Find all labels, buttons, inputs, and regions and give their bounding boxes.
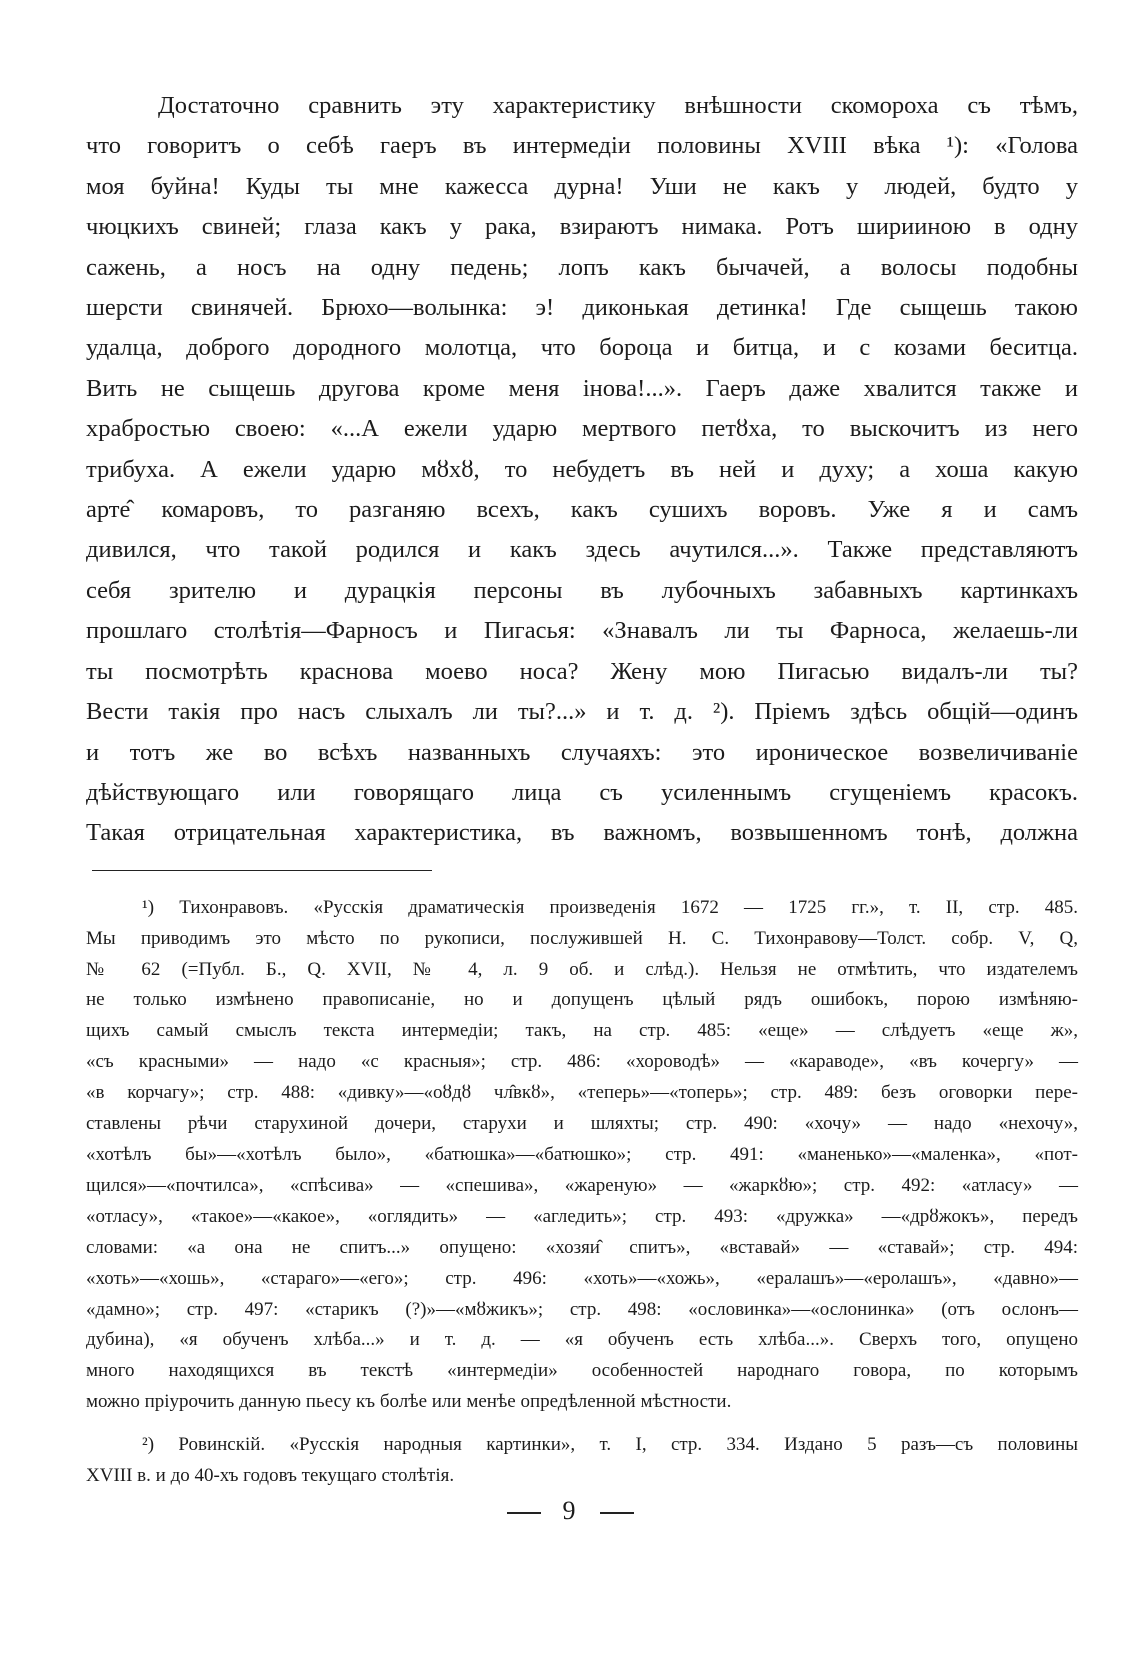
main-line: что говоритъ о себѣ гаеръ въ интермедіи половины XVIII вѣка ¹): «Голова xyxy=(86,132,1078,160)
footnote-line: «дамно»; стр. 497: «старикъ (?)»—«мȣжикъ»; стр. 498: «ословинка»—«ослонинка» (отъ ослонъ— xyxy=(86,1298,1078,1320)
footnote-1 xyxy=(86,893,1078,1418)
footnote-separator xyxy=(92,870,432,871)
footnote-2 xyxy=(86,1430,1078,1492)
main-line: моя буйна! Куды ты мне кажесса дурна! Уши не какъ у людей, будто у xyxy=(86,172,1078,200)
main-line: удалца, доброго дородного молотца, что бороца и битца, и с козами беситца. xyxy=(86,334,1078,362)
page-number xyxy=(0,1496,1140,1526)
footnote-line: щихъ самый смыслъ текста интермедіи; такъ, на стр. 485: «еще» — слѣдуетъ «еще ж», xyxy=(86,1020,1078,1042)
footnote-line: дубина), «я обученъ хлѣба...» и т. д. — «я обученъ есть хлѣба...». Сверхъ того, опущено xyxy=(86,1329,1078,1351)
main-line: прошлаго столѣтія—Фарносъ и Пигасья: «Знавалъ ли ты Фарноса, желаешь-ли xyxy=(86,617,1078,645)
main-line: дивился, что такой родился и какъ здесь ачутился...». Также представляютъ xyxy=(86,536,1078,564)
page-number-dash-right xyxy=(600,1512,634,1514)
main-line: ты посмотрѣть краснова моево носа? Жену мою Пигасью видалъ-ли ты? xyxy=(86,657,1078,685)
page-number-dash-left xyxy=(507,1512,541,1514)
footnote-line: «в корчагу»; стр. 488: «дивку»—«оȣдȣ чл̂вкȣ», «теперь»—«топерь»; стр. 489: безъ оговорки пере- xyxy=(86,1082,1078,1104)
page-number-value: 9 xyxy=(562,1496,578,1525)
page-body xyxy=(86,86,1078,1492)
main-line: Достаточно сравнить эту характеристику внѣшности скомороха съ тѣмъ, xyxy=(158,92,1078,119)
main-line: Вести такія про насъ слыхалъ ли ты?...» и т. д. ²). Пріемъ здѣсь общій—одинъ xyxy=(86,698,1078,726)
main-line: сажень, а носъ на одну педень; лопъ какъ бычачей, а волосы подобны xyxy=(86,253,1078,281)
main-line: шерсти свинячей. Брюхо—волынка: э! диконькая детинка! Где сыщешь такою xyxy=(86,294,1078,322)
footnote-line: ставлены рѣчи старухиной дочери, старухи и шляхты; стр. 490: «хочу» — надо «нехочу», xyxy=(86,1113,1078,1135)
footnote-line: не только измѣнено правописаніе, но и допущенъ цѣлый рядъ ошибокъ, порою измѣняю- xyxy=(86,989,1078,1011)
main-line: и тотъ же во всѣхъ названныхъ случаяхъ: это ироническое возвеличиваніе xyxy=(86,738,1078,766)
footnote-line: XVIII в. и до 40-хъ годовъ текущаго столѣтія. xyxy=(86,1465,455,1487)
footnotes xyxy=(86,893,1078,1492)
footnote-line: ²) Ровинскій. «Русскія народныя картинки», т. I, стр. 334. Издано 5 разъ—съ половины xyxy=(142,1434,1078,1456)
main-line: Вить не сыщешь другова кроме меня інова!...». Гаеръ даже хвалится также и xyxy=(86,374,1078,402)
footnote-line: ¹) Тихонравовъ. «Русскія драматическія произведенія 1672 — 1725 гг.», т. II, стр. 485. xyxy=(142,896,1078,918)
main-line: трибуха. А ежели ударю мȣхȣ, то небудетъ въ ней и духу; а хоша какую xyxy=(86,455,1078,483)
main-line: себя зрителю и дурацкія персоны въ лубочныхъ забавныхъ картинкахъ xyxy=(86,576,1078,604)
footnote-line: № 62 (=Публ. Б., Q. XVII, № 4, л. 9 об. и слѣд.). Нельзя не отмѣтить, что издателемъ xyxy=(86,958,1078,980)
footnote-line: много находящихся въ текстѣ «интермедіи» особенностей народнаго говора, по которымъ xyxy=(86,1360,1078,1382)
main-line: арте̂ комаровъ, то разганяю всехъ, какъ сушихъ воровъ. Уже я и самъ xyxy=(86,496,1078,524)
footnote-line: можно пріурочить данную пьесу къ болѣе или менѣе опредѣленной мѣстности. xyxy=(86,1391,732,1413)
footnote-line: «съ красными» — надо «с красныя»; стр. 486: «хороводѣ» — «караводе», «въ кочергу» — xyxy=(86,1051,1078,1073)
main-line: чюцкихъ свиней; глаза какъ у рака, взираютъ нимака. Ротъ ширииною в одну xyxy=(86,213,1078,241)
footnote-line: «отласу», «такое»—«какое», «оглядить» — «агледить»; стр. 493: «дружка» —«дрȣжокъ», передъ xyxy=(86,1205,1078,1227)
main-line: храбростью своею: «...А ежели ударю мертвого петȣха, то выскочитъ из него xyxy=(86,415,1078,443)
footnote-line: щился»—«почтилса», «спѣсива» — «спешива», «жареную» — «жаркȣю»; стр. 492: «атласу» — xyxy=(86,1174,1078,1196)
main-line: Такая отрицательная характеристика, въ важномъ, возвышенномъ тонѣ, должна xyxy=(86,819,1078,847)
main-paragraph xyxy=(86,86,1078,854)
main-line: дѣйствующаго или говорящаго лица съ усиленнымъ сгущеніемъ красокъ. xyxy=(86,778,1078,806)
footnote-line: «хотѣлъ бы»—«хотѣлъ было», «батюшка»—«батюшко»; стр. 491: «маненько»—«маленка», «пот- xyxy=(86,1143,1078,1165)
footnote-line: Мы приводимъ это мѣсто по рукописи, послужившей Н. С. Тихонравову—Толст. собр. V, Q, xyxy=(86,927,1078,949)
footnote-line: «хоть»—«хошь», «стараго»—«его»; стр. 496: «хоть»—«хожь», «ералашъ»—«еролашъ», «давно»— xyxy=(86,1267,1078,1289)
footnote-line: словами: «а она не спитъ...» опущено: «хозяи̂ спитъ», «вставай» — «ставай»; стр. 494: xyxy=(86,1236,1078,1258)
